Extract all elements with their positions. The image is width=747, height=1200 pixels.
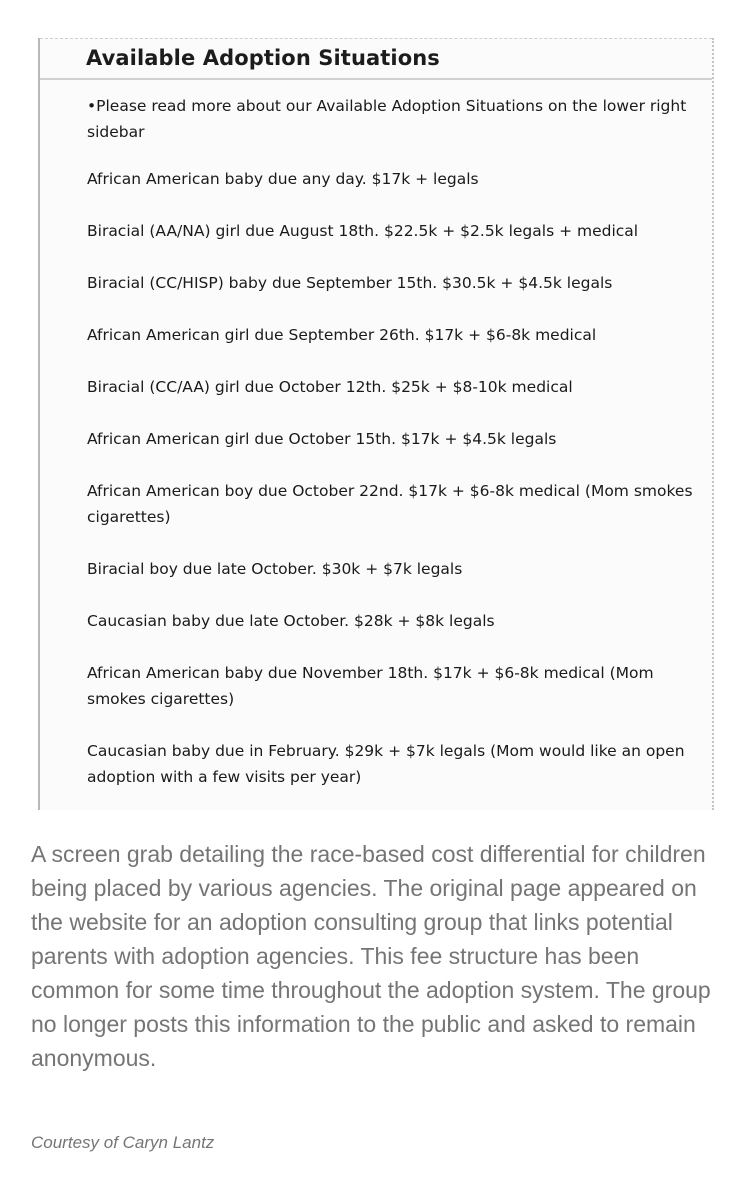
panel-title: Available Adoption Situations xyxy=(86,46,440,70)
image-caption: A screen grab detailing the race-based cost differential for children being placed by various agencies. The original page appeared on the website for an adoption consulting group that links potential parents with adoption agencies. This fee structure has been common for some time throughout the adoption system. The group no longer posts this information to the public and asked to remain anonymous. xyxy=(31,841,711,1071)
image-credit: Courtesy of Caryn Lantz xyxy=(31,1133,215,1152)
list-item: Caucasian baby due late October. $28k + $8k legals xyxy=(87,612,495,630)
panel-top-divider xyxy=(40,38,712,39)
list-item: Biracial (CC/AA) girl due October 12th. $25k + $8-10k medical xyxy=(87,378,573,396)
list-item: African American baby due November 18th. $17k + $6-8k medical (Mom smokes cigarettes) xyxy=(87,664,654,708)
list-item: Biracial (CC/HISP) baby due September 15th. $30.5k + $4.5k legals xyxy=(87,274,613,292)
panel-body xyxy=(87,93,702,816)
list-item: Biracial boy due late October. $30k + $7k legals xyxy=(87,560,463,578)
title-divider xyxy=(40,78,712,80)
adoption-situations-screenshot xyxy=(38,38,714,810)
list-item: Caucasian baby due in February. $29k + $7k legals (Mom would like an open adoption with a few visits per year) xyxy=(87,742,685,786)
intro-note: •Please read more about our Available Adoption Situations on the lower right sidebar xyxy=(87,97,687,141)
list-item: Biracial (AA/NA) girl due August 18th. $22.5k + $2.5k legals + medical xyxy=(87,222,639,240)
list-item: African American boy due October 22nd. $17k + $6-8k medical (Mom smokes cigarettes) xyxy=(87,482,693,526)
list-item: African American girl due September 26th. $17k + $6-8k medical xyxy=(87,326,597,344)
list-item: African American girl due October 15th. $17k + $4.5k legals xyxy=(87,430,557,448)
list-item: African American baby due any day. $17k + legals xyxy=(87,170,479,188)
